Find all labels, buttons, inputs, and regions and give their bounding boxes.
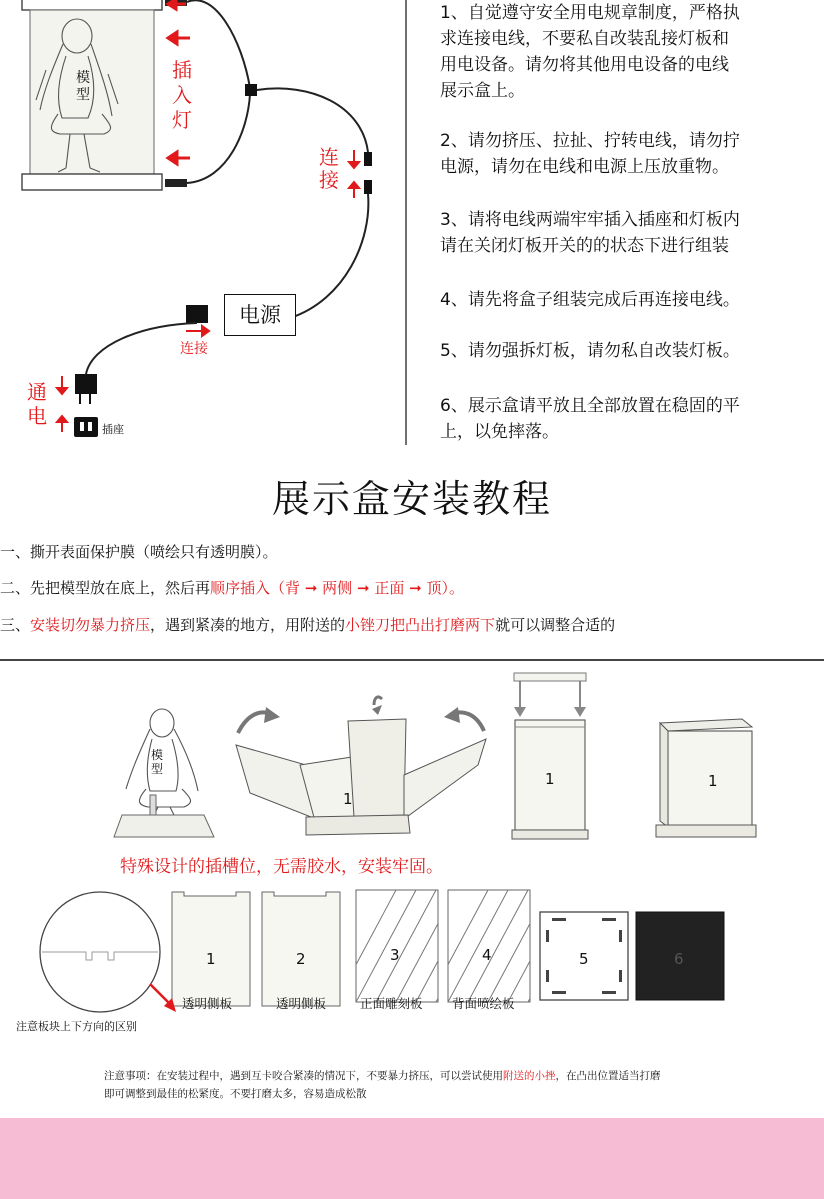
power-on-label: 通电 [27, 380, 47, 428]
connect-label-right: 连接 [319, 145, 339, 192]
panel-1-number: 1 [206, 950, 216, 968]
safety-rule-3: 3、请将电线两端牢牢插入插座和灯板内 请在关闭灯板开关的的状态下进行组装 [440, 210, 740, 256]
model-label: 模型 [76, 70, 90, 103]
panel-4-number: 4 [482, 946, 492, 964]
panel-3-label: 正面雕刻板 [360, 996, 423, 1011]
arrow-right-icon: ➞ [409, 579, 422, 597]
panel-2-label: 透明侧板 [276, 996, 327, 1011]
power-supply-box: 电源 [224, 294, 296, 336]
direction-note: 注意板块上下方向的区别 [16, 1020, 137, 1033]
plug-in-light-label: 插入灯 [172, 58, 192, 132]
assembly-panel-number: 1 [343, 790, 353, 808]
panel-1-label: 透明侧板 [182, 996, 233, 1011]
safety-rule-4: 4、请先将盒子组装完成后再连接电线。 [440, 290, 740, 310]
panel-2-number: 2 [296, 950, 306, 968]
assembly-model-label: 模型 [151, 748, 164, 776]
step-1: 一、撕开表面保护膜（喷绘只有透明膜）。 [0, 543, 278, 561]
panel-5-number: 5 [579, 950, 589, 968]
safety-rule-2: 2、请勿挤压、拉扯、拧转电线，请勿拧 电源，请勿在电线和电源上压放重物。 [440, 131, 740, 177]
step-3: 三、安装切勿暴力挤压，遇到紧凑的地方，用附送的小锉刀把凸出打磨两下就可以调整合适的 [0, 616, 616, 634]
arrow-right-icon: ➞ [304, 579, 318, 597]
socket-label: 插座 [102, 423, 124, 436]
divider [0, 659, 824, 661]
panel-6-number: 6 [674, 950, 684, 968]
connect-label-bottom: 连接 [180, 341, 208, 357]
panel-3-number: 3 [390, 946, 400, 964]
step-2: 二、先把模型放在底上，然后再顺序插入（背 ➞ 两侧 ➞ 正面 ➞ 顶）。 [0, 579, 464, 597]
wiring-diagram [0, 0, 410, 450]
assembly-diagram [0, 665, 824, 855]
panel-4-label: 背面喷绘板 [452, 996, 515, 1011]
arrow-right-icon: ➞ [356, 579, 370, 597]
assembly-panel-number: 1 [708, 772, 718, 790]
assembly-panel-number: 1 [545, 770, 555, 788]
slot-caption: 特殊设计的插槽位，无需胶水，安装牢固。 [120, 857, 443, 877]
safety-rule-6: 6、展示盒请平放且全部放置在稳固的平 上，以免摔落。 [440, 396, 740, 442]
caution-note-line2: 即可调整到最佳的松紧度。不要打磨太多，容易造成松散 [104, 1088, 367, 1100]
page-title: 展示盒安装教程 [271, 477, 552, 521]
safety-rule-5: 5、请勿强拆灯板，请勿私自改装灯板。 [440, 341, 740, 361]
safety-rule-1: 1、自觉遵守安全用电规章制度，严格执 求连接电线，不要私自改装乱接灯板和 用电设备。请勿将其他用电设备的电线 展示盒上。 [440, 3, 740, 101]
caution-note: 注意事项：在安装过程中，遇到互卡咬合紧凑的情况下，不要暴力挤压，可以尝试使用附送的小挫，在凸出位置适当打磨 [104, 1070, 661, 1082]
